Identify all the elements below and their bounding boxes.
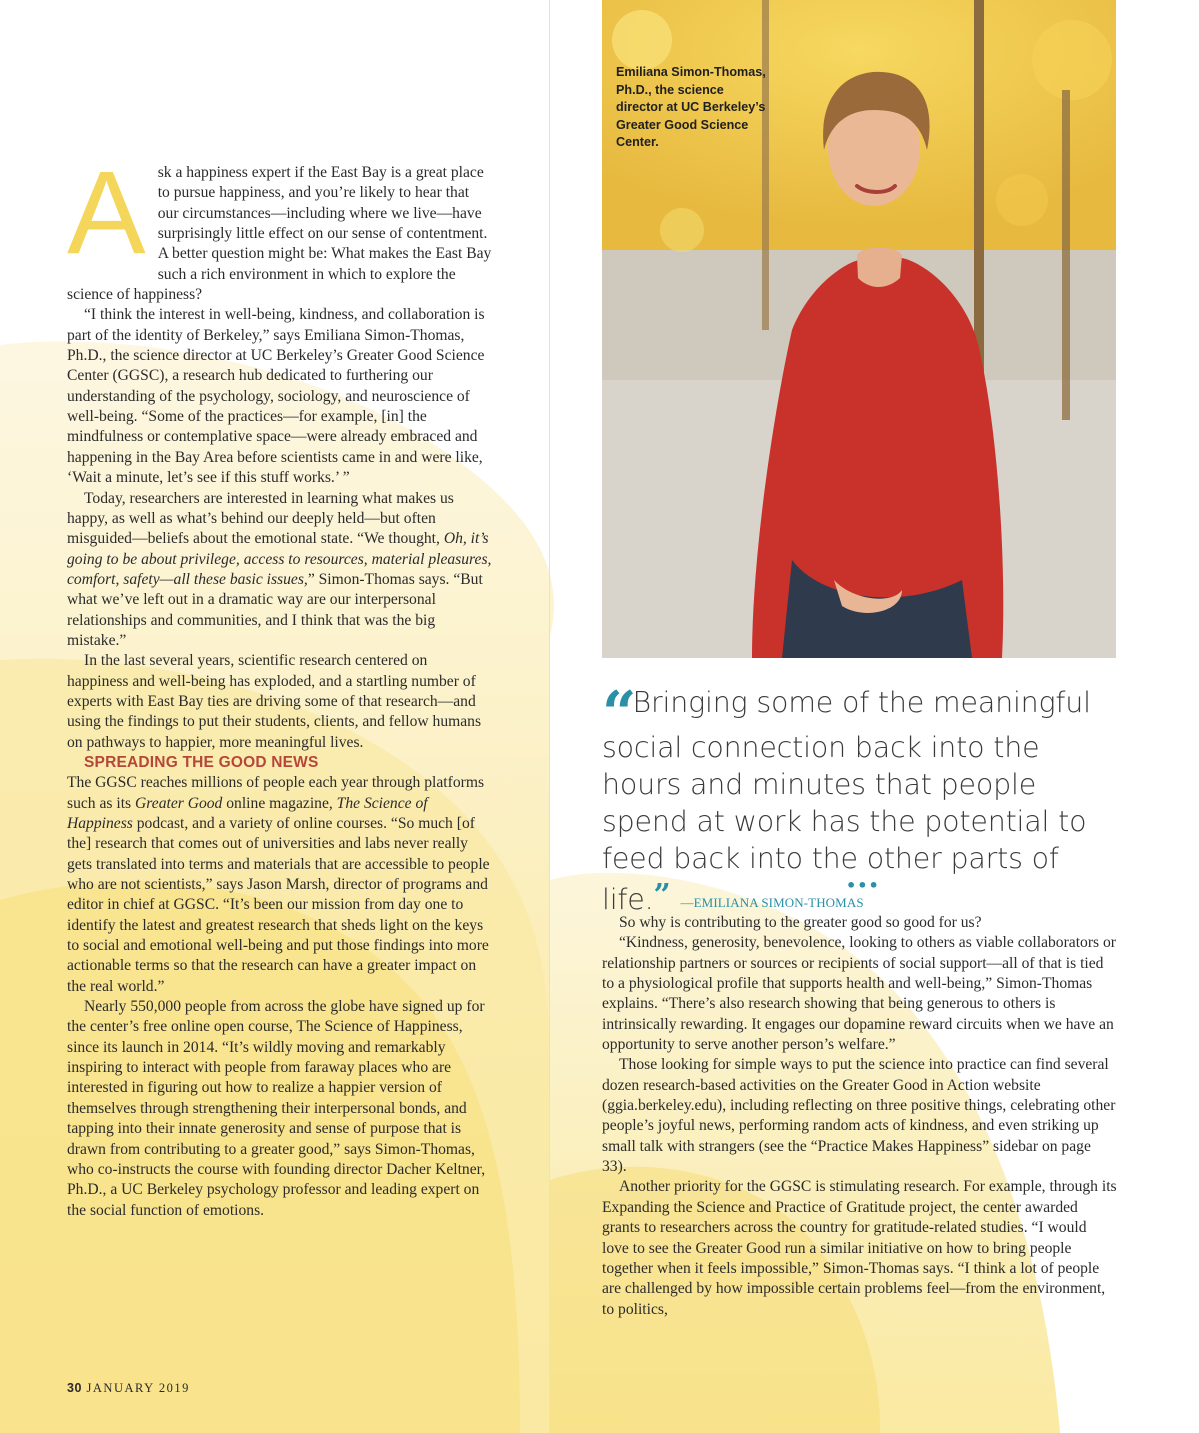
body-paragraph: Nearly 550,000 people from across the globe have signed up for the center’s free online open course, The Science of Happiness, since its launch in 2014. “It’s wildly moving and remarkably inspiring to interact with people from faraway places who are interested in figuring out how to realize a happier version of themselves through strengthening their interpersonal bonds, and tapping into their innate generosity and sense of purpose that is drawn from contributing to a greater good,” says Simon-Thomas, who co-instructs the course with founding director Dacher Keltner, Ph.D., a UC Berkeley psychology professor and leading expert on the social function of emotions.	[67, 998, 486, 1219]
body-paragraph: “I think the interest in well-being, kindness, and collaboration is part of the identity of Berkeley,” says Emiliana Simon-Thomas, Ph.D., the science director at UC Berkeley’s Greater Good Science Center (GGSC), a research hub dedicated to furthering our understanding of the psychology, sociology, and neuroscience of well-being. “Some of the practices—for example, [in] the mindfulness or contemplative space—were already embraced and happening in the Bay Area before scientists came in and were like, ‘Wait a minute, let’s see if this stuff works.’ ”	[67, 306, 485, 487]
body-paragraph: The GGSC reaches millions of people each year through platforms such as its Greater Good online magazine, The Science of Happiness podcast, and a variety of online courses. “So much [of the] research that comes out of universities and labs never really gets translated into terms and materials that are accessible to people who are not scientists,” says Jason Marsh, director of programs and editor in chief at GGSC. “It’s been our mission from day one to identify the latest and greatest research that sheds light on the keys to social and emotional well-being and put those findings into more actionable terms so that the research can have a greater impact on the real world.”	[67, 774, 490, 995]
pull-quote-attribution: —EMILIANA SIMON-THOMAS	[680, 895, 864, 910]
page-gutter	[549, 0, 550, 1433]
body-paragraph: “Kindness, generosity, benevolence, looking to others as viable collaborators or relationship partners or sources or recipients of social support—all of that is tied to a physiological profile that supports health and well-being,” Simon-Thomas explains. “There’s also research showing that being generous to others is intrinsically rewarding. It engages our dopamine reward circuits when we have an opportunity to serve another person’s welfare.”	[602, 934, 1116, 1054]
page-number: 30	[67, 1381, 82, 1395]
body-paragraph: Those looking for simple ways to put the science into practice can find several dozen research-based activities on the Greater Good in Action website (ggia.berkeley.edu), including reflecting on three positive things, celebrating other people’s joyful news, performing random acts of kindness, and even striking up small talk with strangers (see the “Practice Makes Happiness” sidebar on page 33).	[602, 1056, 1116, 1176]
issue-date: JANUARY 2019	[86, 1381, 190, 1395]
photo-caption: Emiliana Simon-Thomas, Ph.D., the science director at UC Berkeley’s Greater Good Science Center.	[616, 65, 766, 150]
body-paragraph: In the last several years, scientific research centered on happiness and well-being has exploded, and a startling number of experts with East Bay ties are driving some of that research—and using the findings to put their students, clients, and fellow humans on pathways to happier, more meaningful lives.	[67, 652, 482, 751]
left-column	[67, 147, 492, 1221]
drop-cap: A	[67, 147, 144, 279]
page-folio	[67, 1381, 190, 1396]
right-column	[602, 913, 1117, 1320]
close-quote-mark: ”	[653, 878, 671, 913]
section-heading: SPREADING THE GOOD NEWS	[84, 753, 319, 771]
body-paragraph: Another priority for the GGSC is stimulating research. For example, through its Expanding the Science and Practice of Gratitude project, the center awarded grants to researchers across the country for gratitude-related studies. “I would love to see the Greater Good run a similar initiative on how to bring people together when it feels impossible,” Simon-Thomas says. “I think a lot of people are challenged by how impossible certain problems feel—from the environment, to politics,	[602, 1178, 1117, 1318]
pull-quote-text: Bringing some of the meaningful social connection back into the hours and minutes that people spend at work has the potential to feed back into the other parts of life.	[602, 686, 1091, 916]
ornament-dots: •••	[846, 876, 880, 895]
intro-paragraph: Ask a happiness expert if the East Bay is a great place to pursue happiness, and you’re likely to hear that our circumstances—including where we live—have surprisingly little effect on our sense of contentment. A better question might be: What makes the East Bay such a rich environment in which to explore the science of happiness?	[67, 147, 492, 304]
open-quote-mark: “	[602, 679, 629, 749]
body-paragraph: Today, researchers are interested in learning what makes us happy, as well as what’s behind our deeply held—but often misguided—beliefs about the emotional state. “We thought, Oh, it’s going to be about privilege, access to resources, material pleasures, comfort, safety—all these basic issues,” Simon-Thomas says. “But what we’ve left out in a dramatic way are our interpersonal relationships and communities, and I think that was the big mistake.”	[67, 489, 492, 649]
body-paragraph: So why is contributing to the greater good so good for us?	[619, 914, 982, 931]
